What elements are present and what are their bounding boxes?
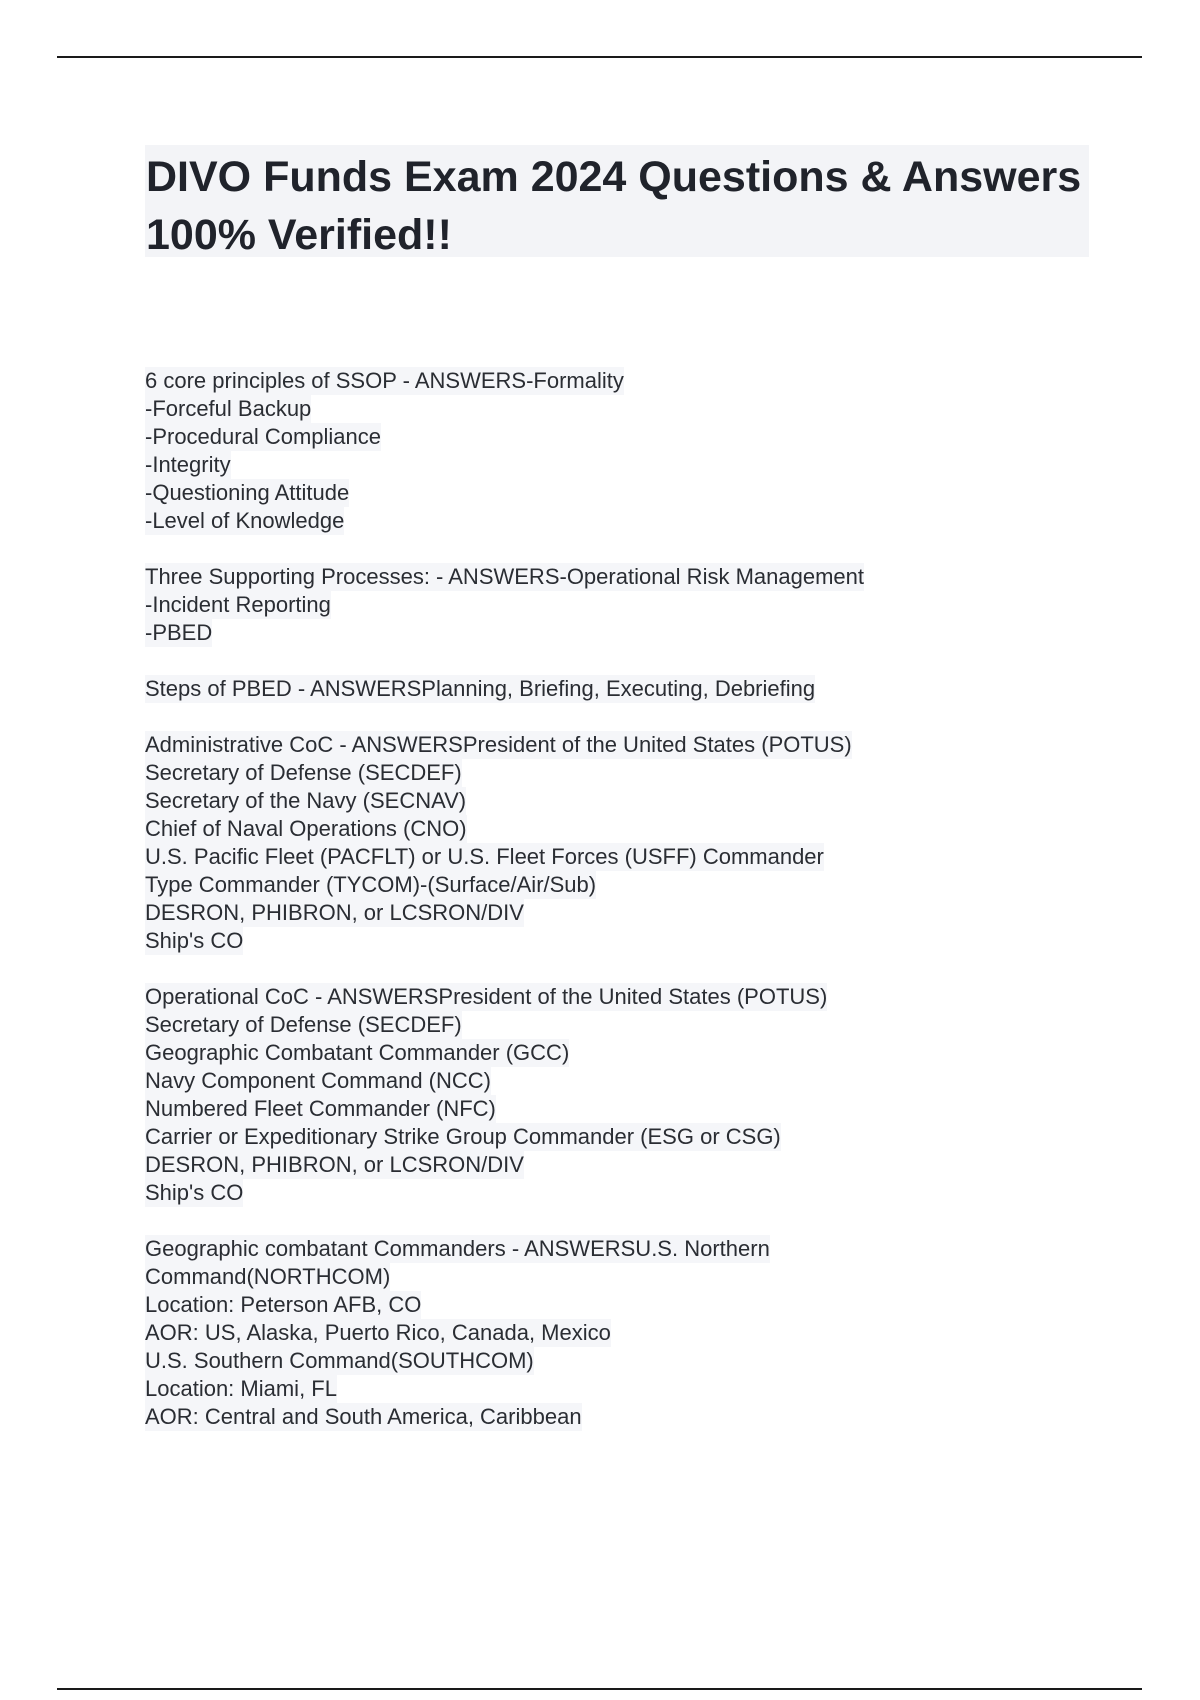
answer-line: [145, 1291, 1095, 1319]
line-text: AOR: Central and South America, Caribbean: [145, 1404, 582, 1429]
answer-line: [145, 479, 1095, 507]
bottom-rule: [57, 1688, 1142, 1690]
answer-line: [145, 451, 1095, 479]
line-text: U.S. Southern Command(SOUTHCOM): [145, 1348, 534, 1373]
question-line: [145, 983, 1095, 1011]
question-line: [145, 675, 1095, 703]
document-title: DIVO Funds Exam 2024 Questions & Answers 100% Verified!!: [146, 153, 1082, 259]
qa-entry: [145, 983, 1095, 1207]
question-line: [145, 563, 1095, 591]
line-text: Location: Peterson AFB, CO: [145, 1292, 422, 1317]
question-line: [145, 367, 1095, 395]
line-text: Type Commander (TYCOM)-(Surface/Air/Sub): [145, 872, 597, 897]
answer-line: [145, 787, 1095, 815]
line-text: DESRON, PHIBRON, or LCSRON/DIV: [145, 900, 524, 925]
line-text: Secretary of the Navy (SECNAV): [145, 788, 467, 813]
qa-entry: [145, 563, 1095, 647]
answer-line: [145, 1375, 1095, 1403]
line-text: Ship's CO: [145, 928, 244, 953]
answer-line: [145, 1403, 1095, 1431]
qa-entry: [145, 731, 1095, 955]
line-text: -Forceful Backup: [145, 396, 312, 421]
answer-line: [145, 871, 1095, 899]
answer-line: [145, 1123, 1095, 1151]
line-text: Numbered Fleet Commander (NFC): [145, 1096, 496, 1121]
qa-entry: [145, 367, 1095, 535]
answer-line: [145, 899, 1095, 927]
answer-line: [145, 927, 1095, 955]
line-text: Carrier or Expeditionary Strike Group Commander (ESG or CSG): [145, 1124, 781, 1149]
line-text: -Procedural Compliance: [145, 424, 381, 449]
answer-line: [145, 843, 1095, 871]
answer-line: [145, 591, 1095, 619]
answer-line: [145, 1067, 1095, 1095]
line-text: -Questioning Attitude: [145, 480, 350, 505]
answer-line: [145, 1095, 1095, 1123]
answer-line: [145, 815, 1095, 843]
line-text: Ship's CO: [145, 1180, 244, 1205]
line-text: Operational CoC - ANSWERSPresident of the United States (POTUS): [145, 984, 828, 1009]
answer-line: [145, 1263, 1095, 1291]
line-text: Geographic combatant Commanders - ANSWERSU.S. Northern: [145, 1236, 770, 1261]
qa-entry: [145, 675, 1095, 703]
line-text: Administrative CoC - ANSWERSPresident of the United States (POTUS): [145, 732, 852, 757]
answer-line: [145, 507, 1095, 535]
line-text: Three Supporting Processes: - ANSWERS-Operational Risk Management: [145, 564, 864, 589]
line-text: Secretary of Defense (SECDEF): [145, 1012, 462, 1037]
answer-line: [145, 619, 1095, 647]
answer-line: [145, 1039, 1095, 1067]
line-text: -Integrity: [145, 452, 231, 477]
answer-line: [145, 1319, 1095, 1347]
answer-line: [145, 1347, 1095, 1375]
question-line: [145, 731, 1095, 759]
answer-line: [145, 1011, 1095, 1039]
answer-line: [145, 759, 1095, 787]
line-text: Location: Miami, FL: [145, 1376, 337, 1401]
line-text: Command(NORTHCOM): [145, 1264, 391, 1289]
answer-line: [145, 1151, 1095, 1179]
line-text: AOR: US, Alaska, Puerto Rico, Canada, Mexico: [145, 1320, 611, 1345]
line-text: U.S. Pacific Fleet (PACFLT) or U.S. Fleet Forces (USFF) Commander: [145, 844, 824, 869]
line-text: -Incident Reporting: [145, 592, 331, 617]
answer-line: [145, 423, 1095, 451]
top-rule: [57, 56, 1142, 58]
qa-entry: [145, 1235, 1095, 1431]
line-text: 6 core principles of SSOP - ANSWERS-Formality: [145, 368, 624, 393]
line-text: Secretary of Defense (SECDEF): [145, 760, 462, 785]
line-text: -Level of Knowledge: [145, 508, 345, 533]
line-text: DESRON, PHIBRON, or LCSRON/DIV: [145, 1152, 524, 1177]
line-text: Chief of Naval Operations (CNO): [145, 816, 467, 841]
question-line: [145, 1235, 1095, 1263]
answer-line: [145, 395, 1095, 423]
document-body: [145, 367, 1095, 1459]
line-text: Steps of PBED - ANSWERSPlanning, Briefing, Executing, Debriefing: [145, 676, 816, 701]
line-text: -PBED: [145, 620, 213, 645]
line-text: Geographic Combatant Commander (GCC): [145, 1040, 570, 1065]
line-text: Navy Component Command (NCC): [145, 1068, 491, 1093]
answer-line: [145, 1179, 1095, 1207]
